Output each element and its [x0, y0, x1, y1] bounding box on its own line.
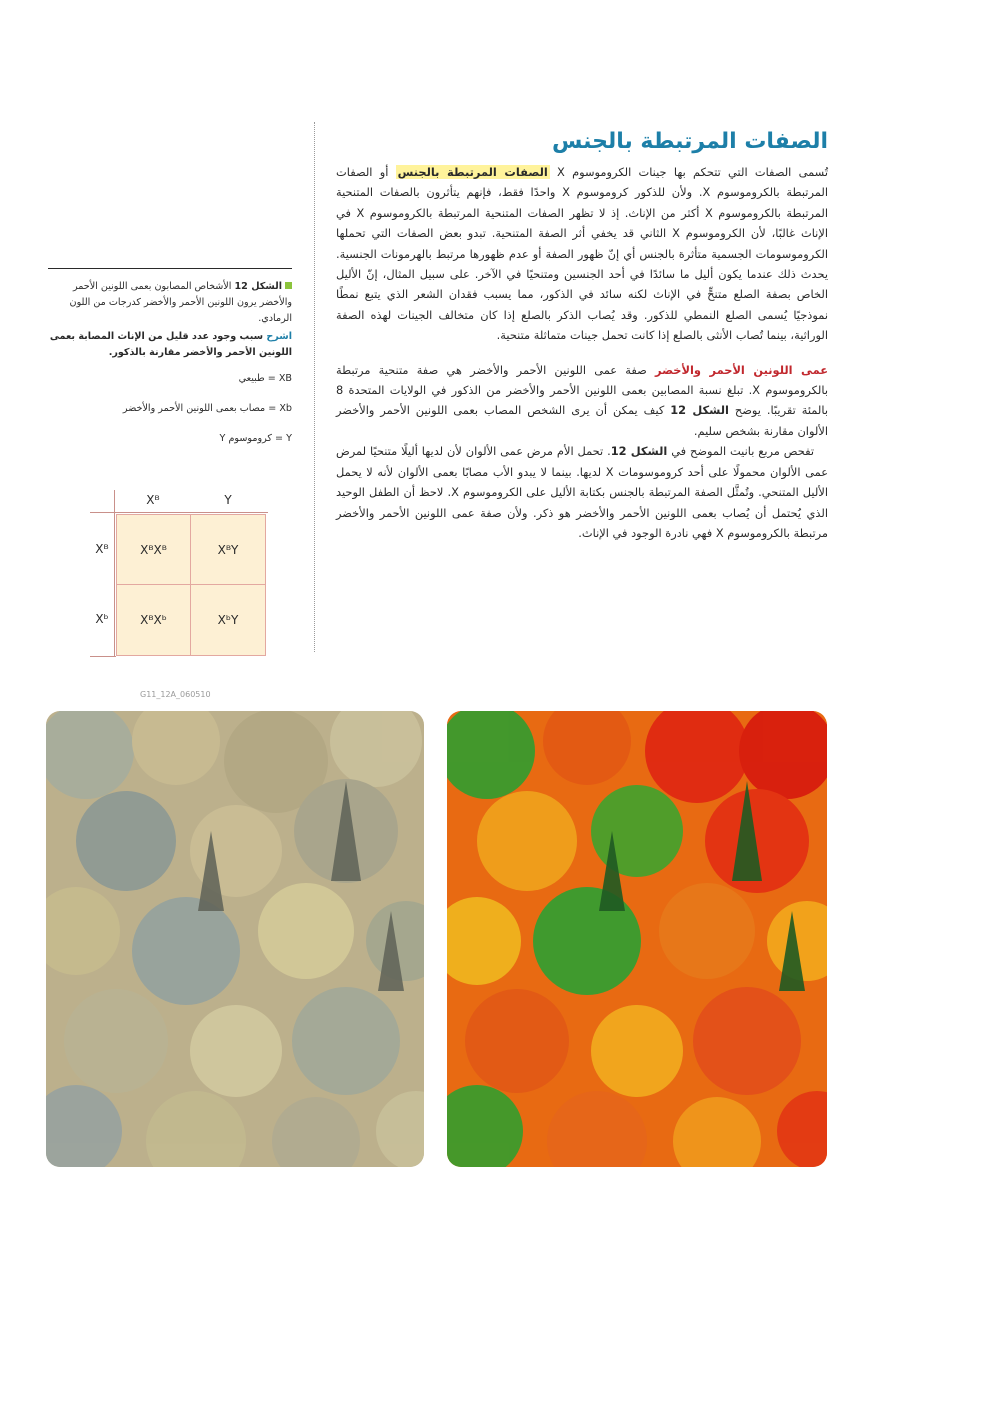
- figure-caption: [48, 279, 292, 327]
- caption-bullet-icon: [285, 282, 292, 289]
- punnett-axis-vertical: [114, 490, 115, 656]
- caption-text: الأشخاص المصابون بعمى اللونين الأحمر والأخضر يرون اللونين الأحمر والأخضر كدرجات من اللون الرمادي.: [69, 281, 292, 324]
- figure-sidebar: [48, 268, 292, 461]
- punnett-cell: XᴮY: [190, 514, 266, 585]
- explain-keyword: اشرح: [266, 331, 292, 342]
- p3-text2: . تحمل الأم مرض عمى الألوان لأن لديها أليلًا متنحيًا لمرض عمى الألوان محمولًا على أحد كروموسومات X لديها. بينما لا يبدو الأب مصابًا بعمى الألوان لأنه لا يحمل الأليل المتنحي. وتُمثَّل الصفة المرتبطة بالجنس بكتابة الأليل على الكروموسوم X. لاحظ أن الطفل الوحيد الذي يُحتمل أن يُصاب بعمى اللونين الأحمر والأخضر هو ذكر. ولأن صفة عمى اللونين الأحمر والأخضر مرتبطة بالكروموسوم X فهي نادرة الوجود في الإناث.: [336, 444, 828, 540]
- forest-photo-normal: [447, 711, 827, 1167]
- punnett-axis-tick: [90, 656, 116, 657]
- explain-text: سبب وجود عدد قليل من الإناث المصابة بعمى اللونين الأحمر والأخضر مقارنة بالذكور.: [49, 331, 292, 358]
- page-title: الصفات المرتبطة بالجنس: [552, 129, 828, 154]
- figure-ref-1: الشكل 12: [670, 403, 729, 418]
- p1-pre: تُسمى الصفات التي تتحكم بها جينات الكروموسوم X: [549, 165, 828, 179]
- forest-photo-colorblind: [46, 711, 424, 1167]
- main-text-column: [336, 128, 828, 543]
- punnett-axis-horizontal: [90, 512, 268, 513]
- punnett-cell: XᵇY: [190, 584, 266, 656]
- punnett-row-header: Xᴮ: [95, 542, 109, 556]
- p3-text1: تفحص مربع بانيت الموضح في: [667, 444, 814, 459]
- p2-text2: كيف يمكن أن يرى الشخص المصاب بعمى اللونين الأحمر والأخضر الألوان مقارنة بشخص سليم.: [336, 403, 828, 438]
- explain-prompt: [48, 329, 292, 361]
- allele-legend: [48, 371, 292, 447]
- punnett-cell: XᴮXᴮ: [116, 514, 191, 585]
- key-term-highlight: الصفات المرتبطة بالجنس: [397, 165, 548, 179]
- paragraph-punnett: [336, 441, 828, 543]
- figure-ref-2: الشكل 12: [610, 444, 668, 459]
- figure-label: الشكل 12: [234, 281, 282, 292]
- legend-item: Xb = مصاب بعمى اللونين الأحمر والأخضر: [122, 403, 292, 414]
- punnett-col-header: Y: [224, 493, 232, 507]
- p2-text1: صفة عمى اللونين الأحمر والأخضر هي صفة متنحية مرتبطة بالكروموسوم X. تبلغ نسبة المصابين بعمى اللونين الأحمر والأخضر من الذكور في الولايات المتحدة 8 بالمئة تقريبًا. يوضح: [336, 362, 829, 418]
- paragraph-color-blindness: [336, 360, 828, 442]
- legend-item: XB = طبيعي: [238, 373, 292, 384]
- punnett-col-header: Xᴮ: [146, 493, 160, 507]
- column-divider: [314, 122, 315, 652]
- image-code: G11_12A_060510: [140, 690, 211, 699]
- color-blindness-heading: عمى اللونين الأحمر والأخضر: [655, 362, 828, 377]
- punnett-row-header: Xᵇ: [95, 612, 109, 626]
- forest-colorblind-image: [46, 711, 424, 1167]
- paragraph-sex-linked: [336, 162, 828, 346]
- p1-post: أو الصفات المرتبطة بالكروموسوم X. ولأن للذكور كروموسوم X واحدًا فقط، فإنهم يتأثرون بالصفات المتنحية المرتبطة بالكروموسوم X أكثر من الإناث. إذ لا تظهر الصفات المتنحية المرتبطة بالكروموسوم X في الإناث غالبًا، لأن الكروموسوم X الثاني قد يخفي أثر الصفة المتنحية. تبدو بعض الصفات التي تحملها الكروموسومات الجسمية متأثرة بالجنس أي إنّ ظهور الصفة أو عدم ظهورها مرتبط بالهرمونات الجنسية. يحدث ذلك عندما يكون أليل ما سائدًا في أحد الجنسين ومتنحيًا في الآخر. على سبيل المثال، إنّ الأليل الخاص بصفة الصلع متنحٍّ في الإناث لكنه سائد في الذكور، مما يسبب فقدان الشعر الذي يتبع نمطًا نموذجيًا يُسمى الصلع النمطي للذكور. وقد يُصاب الذكر بالصلع إذا كان متخالف الجينات لهذه الصفة الوراثية، بينما تُصاب الأنثى بالصلع إذا كانت تحمل جينات متماثلة متنحية.: [336, 165, 829, 343]
- legend-item: Y = كروموسوم Y: [219, 433, 292, 444]
- forest-normal-image: [447, 711, 827, 1167]
- punnett-square: [90, 486, 270, 658]
- punnett-cell: XᴮXᵇ: [116, 584, 191, 656]
